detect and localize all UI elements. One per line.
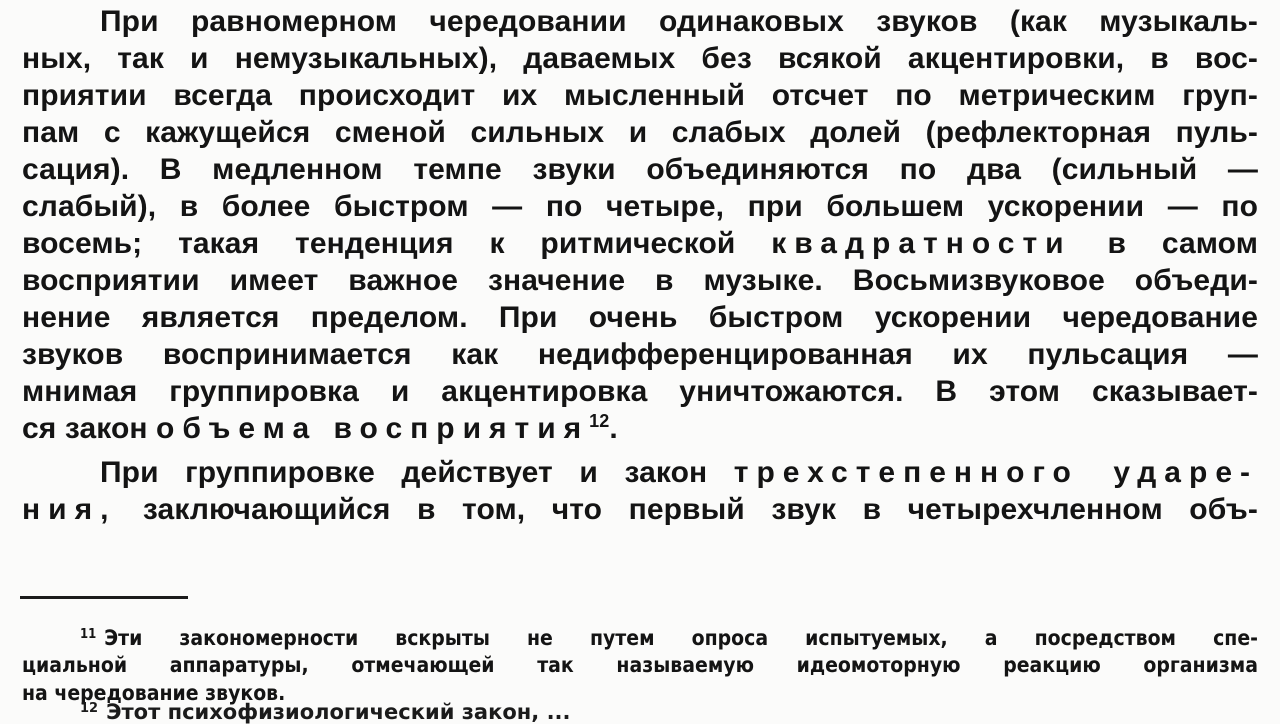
footnote-line: на чередование звуков. — [22, 681, 286, 705]
text-line: приятии всегда происходит их мысленный отсчет по метрическим груп- — [22, 79, 1258, 112]
text-line: нение является пределом. При очень быстром ускорении чередование — [22, 301, 1258, 334]
footnote-number: 11 — [80, 627, 97, 642]
text-line — [22, 411, 1258, 447]
text-line — [22, 226, 1258, 262]
spaced-emphasis: объема восприятия — [156, 412, 590, 445]
footnote-text: Эти закономерности вскрыты не путем опроса испытуемых, а посредством спе- — [104, 626, 1258, 650]
text-line: пам с кажущейся сменой сильных и слабых долей (рефлекторная пуль- — [22, 116, 1258, 149]
footnote-reference: 12 — [589, 411, 610, 431]
footnote-separator — [20, 596, 188, 599]
text-line: восприятии имеет важное значение в музыке. Восьмизвуковое объеди- — [22, 264, 1258, 297]
text-line: ных, так и немузыкальных), даваемых без всякой акцентировки, в вос- — [22, 42, 1258, 75]
text-segment: . — [609, 412, 618, 445]
footnote-number: 12 — [80, 701, 99, 716]
spaced-emphasis: трехстепенного ударе- — [733, 456, 1258, 489]
text-line — [100, 455, 1258, 491]
text-line: мнимая группировка и акцентировка уничтожаются. В этом сказывает- — [22, 375, 1258, 408]
footnote-line: циальной аппаратуры, отмечающей так называемую идеомоторную реакцию организма — [22, 653, 1258, 677]
text-line — [22, 492, 1258, 528]
footnote-text: Этот психофизиологический закон, ... — [106, 700, 571, 724]
spaced-emphasis: ния, — [22, 493, 117, 526]
text-line: При равномерном чередовании одинаковых звуков (как музыкаль- — [100, 5, 1258, 38]
footnote-line — [80, 620, 1258, 650]
text-segment: При группировке действует и закон — [100, 456, 734, 489]
text-segment: в самом — [1071, 227, 1258, 260]
text-segment: ся закон — [22, 412, 157, 445]
text-segment: заключающийся в том, что первый звук в четырехчленном объ- — [116, 493, 1258, 526]
spaced-emphasis: квадратности — [771, 227, 1072, 260]
text-segment: восемь; такая тенденция к ритмической — [22, 227, 772, 260]
footnote-12-cropped — [80, 700, 571, 724]
text-line: сация). В медленном темпе звуки объединяются по два (сильный — — [22, 153, 1258, 186]
text-line: слабый), в более быстром — по четыре, при большем ускорении — по — [22, 190, 1258, 223]
text-line: звуков воспринимается как недифференцированная их пульсация — — [22, 338, 1258, 371]
